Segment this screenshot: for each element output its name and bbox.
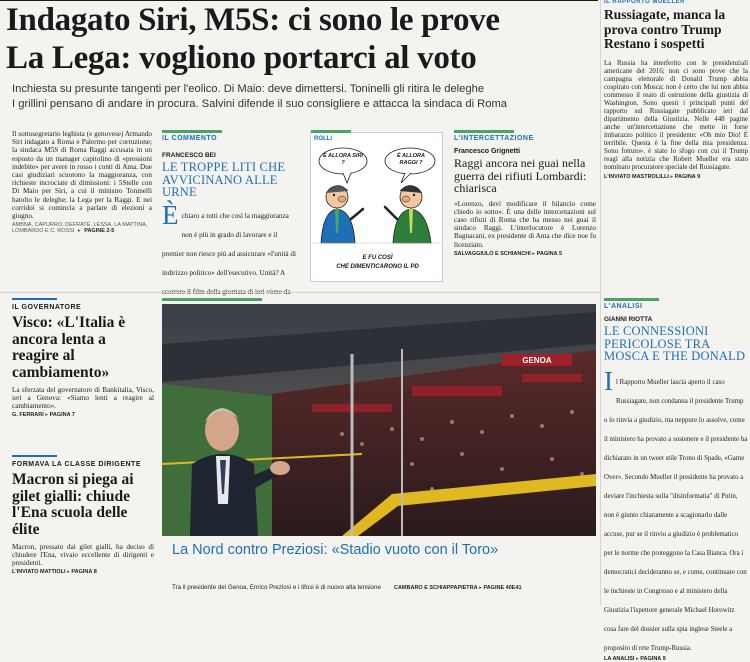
intercettazione-body: «Lorenzo, devi modificare il bilancio come chiedo io sotto». È una delle intercettazioni sul caso rifiuti di Roma che ha messo nei guai il sindaco Raggi. L'interlocutore è Lorenzo Bagnacani, ex presidente di Ama che dice noe fu licenziato. [454, 199, 596, 249]
visco-body: La sferzata del governatore di Bankitalia, Visco, ieri a Genova: «Siamo lenti a reagire al cambiamento». [12, 386, 154, 411]
analisi-rule [604, 298, 659, 301]
macron-title[interactable]: Macron si piega ai gilet gialli: chiude l'Ena scuola delle élite [12, 471, 134, 538]
photo-caption[interactable]: La Nord contro Preziosi: «Stadio vuoto con il Toro» [172, 542, 499, 558]
analisi-ref-page[interactable]: PAGINA 9 [640, 655, 666, 662]
bubble-right-text: È ALLORA RAGGI ? [397, 153, 425, 166]
divider-mid [0, 292, 600, 293]
divider-right [600, 0, 601, 605]
main-subhead-1: Inchiesta su presunte tangenti per l'eolico. Di Maio: deve dimettersi. Toninelli gli ritira le deleghe [12, 83, 485, 95]
visco-kicker: IL GOVERNATORE [12, 304, 82, 311]
photo-ref-label: CAMBARO E SCHIAPPAPIETRA [393, 585, 478, 591]
main-story[interactable] [0, 0, 600, 128]
photo-sub: Tra il presidente del Genoa, Enrico Preziosi e i tifosi è di nuovo alta tensione [172, 584, 381, 591]
cartoon-title: ROLLI [314, 136, 332, 142]
photo-feature[interactable] [162, 298, 596, 598]
top-rule [0, 0, 598, 1]
intercettazione-column[interactable] [454, 130, 596, 290]
analisi-author: GIANNI RIOTTA [604, 316, 653, 323]
commento-author: FRANCESCO BEI [162, 152, 216, 159]
analisi-body-wrap [604, 365, 748, 654]
commento-kicker: IL COMMENTO [162, 135, 218, 142]
arrow-right-icon: ▸ [532, 250, 536, 257]
photo-sub-line [172, 574, 592, 593]
stadium-photo[interactable] [162, 304, 596, 536]
russiagate-ref-label: L'INVIATO MASTROLILLI [604, 174, 669, 181]
russiagate-title[interactable]: Russiagate, manca la prova contro Trump Restano i sospetti [604, 7, 726, 51]
macron-story[interactable] [12, 455, 154, 603]
intercettazione-rule [454, 130, 514, 133]
bubble-left-text: È ALLORA SIRI ? [323, 153, 363, 166]
russiagate-column[interactable] [604, 0, 748, 288]
macron-ref-page[interactable]: PAGINA 8 [71, 568, 97, 575]
cartoon-caption-2: CHE DIMENTICARONO IL PD [336, 264, 419, 270]
intercettazione-ref-page[interactable]: PAGINA 5 [536, 250, 563, 257]
main-headline-2[interactable]: La Lega: vogliono portarci al voto [6, 40, 477, 76]
intercettazione-title[interactable]: Raggi ancora nei guai nella guerra dei rifiuti Lombardi: chiarisca [454, 156, 587, 195]
intercettazione-author: Francesco Grignetti [454, 148, 521, 155]
visco-ref-label: G. FERRARI [12, 411, 44, 418]
commento-title[interactable]: LE TROPPE LITI CHE AVVICINANO ALLE URNE [162, 160, 286, 199]
intercettazione-kicker: L'INTERCETTAZIONE [454, 135, 534, 142]
main-authors-line1: AMBNA, CAPURRO, DEFRATE, LESSA, LA MATTINA, [12, 222, 148, 229]
arrow-right-icon: ▸ [670, 174, 674, 181]
arrow-right-icon: ▸ [479, 585, 482, 591]
arrow-right-icon: ▸ [635, 655, 639, 662]
photo-ref-page[interactable]: PAGINE 40E41 [483, 585, 522, 591]
russiagate-body: La Russia ha interferito con le presidenziali americane del 2016; non ci sono prove che la campagna elettorale di Donald Trump abbia cospirato con Mosca; non è certo che lui non abbia commesso il reato di ostruzione della giustizia di Washington. Sono questi i principali punti del rapporto sul Russiagate pubblicato ieri dal dipartimento della Giustizia. Nelle 448 pagine anche un'intercettazione che mette in forse imbarazzo politico il presidente: «Oh mio Dio! È terribile. Questa è la fine della mia presidenza. Sono fottuto». è stato lo sfogo con cui il Trump reagì alla notizia che Robert Mueller era stato nominato procuratore speciale del Russiagate. [604, 59, 748, 172]
macron-ref-label: L'INVIATO MATTIOLI [12, 568, 66, 575]
macron-ref [12, 569, 154, 575]
visco-ref [12, 412, 154, 418]
visco-title[interactable]: Visco: «L'Italia è ancora lenta a reagire al cambiamento» [12, 314, 126, 381]
analisi-title[interactable]: LE CONNESSIONI PERICOLOSE TRA MOSCA E THE DONALD [604, 324, 746, 363]
cartoon-rule [311, 130, 351, 133]
visco-rule [12, 298, 57, 300]
commento-dropcap: È [162, 199, 179, 230]
analisi-ref [604, 656, 748, 662]
main-subhead-2: I grillini pensano di andare in procura. Salvini difende il suo consigliere e attacca la sindaca di Roma [12, 98, 508, 110]
main-authors [12, 222, 152, 234]
commento-rule [162, 130, 222, 133]
analisi-body: l Rapporto Mueller lascia aperto il caso Russiagate, non condanna il presidente Trump o lo rinvia a giudizio, ma neppure lo assolve, come il ministero ha provato a sostenere e il presidente ha dichiarato in un tweet stile Trono di Spade, «Game Over». Secondo Mueller il presidente ha provato a deviare l'inchiesta sulla "disinformatia" di Putin, non è giunto chiaramente a scagionarlo dalle accuse, pur se il rinvio a giudizio è problematico per le norme che proteggono la Casa Bianca. Ora i democratici decideranno se, e come, continuare con le inchieste in Congresso e al ministero della Giustizia l'ispettore generale Michael Horowitz cosa fare del dossier sulla spia inglese Steele a proposito di rete Trump-Russia. [604, 378, 748, 652]
analisi-kicker: L'ANALISI [604, 303, 643, 310]
main-page-ref[interactable]: PAGINE 2-5 [84, 228, 115, 235]
main-headline-1[interactable]: Indagato Siri, M5S: ci sono le prove [6, 2, 500, 38]
main-body-column [12, 130, 152, 290]
russiagate-ref-page[interactable]: PAGINA 9 [674, 174, 701, 181]
main-body: Il sottosegretario leghista (e genovese) Armando Siri indagato a Roma e Palermo per corruzione; la sindaca M5S di Roma Raggi accusata in un esposto da un manager capitolino di «pressioni indebite» per avere in rosso i conti di Ama. Due casi giudiziari scuotono la maggioranza, con richieste incrociate di dimissioni: i 5Stelle con Di Maio per Siri, a cui il ministro Toninelli hatolto le deleghe; la Lega per la Raggi. E nei corridoi si comincia a parlare di elezioni a giugno. [12, 130, 152, 221]
photo-ref [394, 585, 522, 591]
russiagate-kicker: IL RAPPORTO MUELLER [604, 0, 685, 5]
photo-rule [162, 298, 262, 301]
photo-banner: GENOA [522, 356, 552, 365]
main-authors-line2: LOMBARDO E C. ROSSI [12, 228, 75, 235]
visco-ref-page[interactable]: PAGINA 7 [49, 411, 75, 418]
intercettazione-ref [454, 251, 596, 257]
intercettazione-ref-label: SALVAGGIULO E SCHIANCHI [454, 250, 531, 257]
cartoon-caption-1: E FU COSÌ [362, 255, 393, 261]
russiagate-ref [604, 174, 748, 180]
analisi-column[interactable] [604, 298, 748, 662]
arrow-right-icon: ▸ [77, 228, 81, 235]
arrow-right-icon: ▸ [67, 568, 70, 575]
macron-kicker: FORMAVA LA CLASSE DIRIGENTE [12, 461, 141, 468]
commento-body: chiaro a tutti che così la maggioranza non è più in grado di lavorare e il premier non riesce più ad assicurare «l'unità di indirizzo politico» dell'esecutivo. Unità? A [162, 211, 297, 277]
arrow-right-icon: ▸ [45, 411, 49, 418]
visco-story[interactable] [12, 298, 154, 448]
commento-column[interactable] [162, 130, 299, 290]
cartoon[interactable] [310, 132, 443, 282]
macron-rule [12, 455, 57, 457]
analisi-dropcap: I [604, 365, 613, 396]
macron-body: Macron, pressato dai gilet gialli, ha deciso di chiudere l'Ena, vivaio eccellente di dirigenti e presidenti. [12, 543, 154, 568]
analisi-ref-label: LA ANALISI [604, 655, 635, 662]
